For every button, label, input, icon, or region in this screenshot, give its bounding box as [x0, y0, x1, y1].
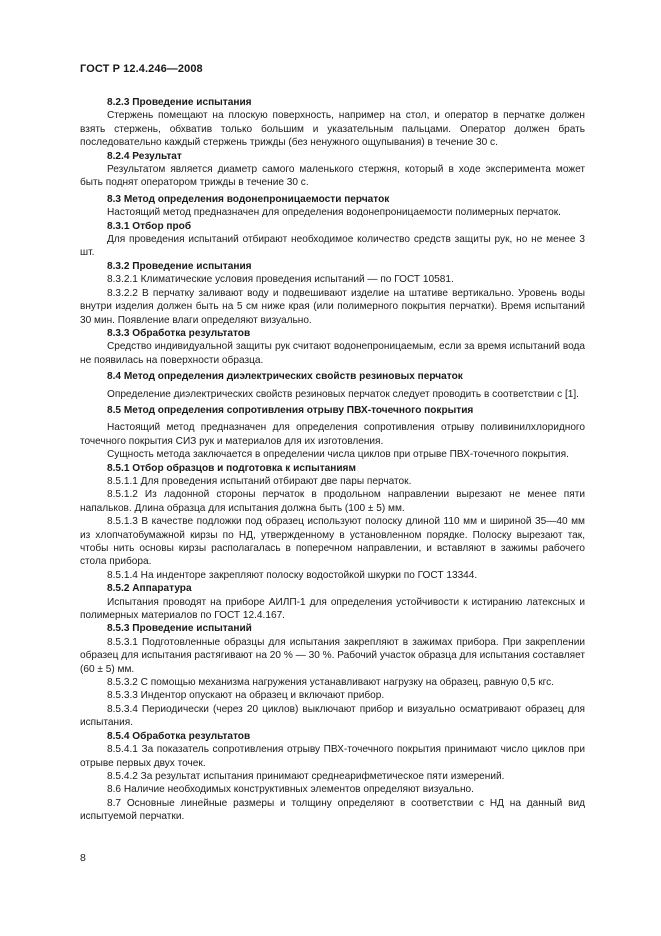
body-paragraph: 8.5.3.1 Подготовленные образцы для испытания закрепляют в зажимах прибора. При закреплении образец для испытания растягивают на 20 % — 30 %. Рабочий участок образца для испытания составляет (60 ± 5) мм.: [80, 636, 585, 675]
body-paragraph: 8.3.2.2 В перчатку заливают воду и подвешивают изделие на штативе вертикально. Уровень воды внутри изделия должен быть на 5 см ниже края (или полимерного покрытия перчатки). Время испытаний 30 мин. Появление влаги определяют визуально.: [80, 287, 585, 326]
body-paragraph: 8.7 Основные линейные размеры и толщину определяют в соответствии с НД на данный вид испытуемой перчатки.: [80, 797, 585, 823]
body-paragraph: 8.5.4.2 За результат испытания принимают среднеарифметическое пяти измерений.: [107, 770, 505, 782]
document-body: [80, 96, 585, 824]
section-heading: 8.2.4 Результат: [107, 150, 182, 162]
section-heading: 8.3.2 Проведение испытания: [107, 260, 252, 272]
section-heading: 8.3.1 Отбор проб: [107, 220, 192, 232]
section-heading: 8.5 Метод определения сопротивления отрыву ПВХ-точечного покрытия: [107, 404, 474, 416]
body-paragraph: 8.5.3.4 Периодически (через 20 циклов) выключают прибор и визуально осматривают образец для испытания.: [80, 703, 585, 729]
section-heading: 8.3.3 Обработка результатов: [107, 327, 251, 339]
body-paragraph: Сущность метода заключается в определении числа циклов при отрыве ПВХ-точечного покрытия.: [107, 449, 569, 461]
body-paragraph: 8.5.1.1 Для проведения испытаний отбирают две пары перчаток.: [107, 475, 412, 487]
body-paragraph: 8.5.4.1 За показатель сопротивления отрыву ПВХ-точечного покрытия принимают число циклов при отрыве первых двух точек.: [80, 744, 585, 769]
page-number: 8: [80, 852, 86, 864]
section-heading: 8.5.4 Обработка результатов: [107, 730, 251, 742]
section-heading: 8.5.3 Проведение испытаний: [107, 623, 252, 635]
section-heading: 8.5.2 Аппаратура: [107, 583, 192, 595]
body-paragraph: 8.5.3.2 С помощью механизма нагружения устанавливают нагрузку на образец, равную 0,5 кгс.: [107, 677, 554, 689]
section-heading: 8.3 Метод определения водонепроницаемости перчаток: [107, 193, 390, 205]
body-paragraph: 8.5.1.3 В качестве подложки под образец используют полоску длиной 110 мм и шириной 35—40 мм из хлопчатобумажной кирзы по НД, утвержденному в установленном порядке. Полоску вырезают так, чтобы нить основы кирзы располагалась в поперечном направлении, и вставляют в зажимы рабочего стола прибора.: [80, 516, 585, 568]
body-paragraph: Для проведения испытаний отбирают необходимое количество средств защиты рук, но не менее 3 шт.: [80, 234, 585, 259]
body-paragraph: Стержень помещают на плоскую поверхность, например на стол, и оператор в перчатке должен взять стержень, обхватив только большим и указательным пальцами. Оператор должен брать последовательно каждый стержень трижды (без ненужного ощупывания) в течение 30 с.: [80, 110, 585, 149]
body-paragraph: 8.5.1.2 Из ладонной стороны перчаток в продольном направлении вырезают не менее пяти напальков. Длина образца для испытания должна быть (100 ± 5) мм.: [80, 489, 585, 514]
body-paragraph: 8.3.2.1 Климатические условия проведения испытаний — по ГОСТ 10581.: [107, 274, 454, 286]
standard-header: ГОСТ Р 12.4.246—2008: [80, 63, 203, 75]
body-paragraph: Определение диэлектрических свойств резиновых перчаток следует проводить в соответствии с [1].: [107, 388, 579, 400]
body-paragraph: Результатом является диаметр самого маленького стержня, который в ходе эксперимента может быть поднят оператором трижды в течение 30 с.: [80, 164, 585, 189]
section-heading: 8.2.3 Проведение испытания: [107, 97, 252, 108]
body-paragraph: Средство индивидуальной защиты рук считают водонепроницаемым, если за время испытаний вода не появилась на поверхности образца.: [80, 341, 585, 366]
section-heading: 8.5.1 Отбор образцов и подготовка к испытаниям: [107, 462, 356, 474]
section-heading: 8.4 Метод определения диэлектрических свойств резиновых перчаток: [107, 371, 463, 383]
body-paragraph: Испытания проводят на приборе АИЛП-1 для определения устойчивости к истиранию латексных и полимерных материалов по ГОСТ 12.4.167.: [80, 596, 585, 622]
body-paragraph: Настоящий метод предназначен для определения сопротивления отрыву поливинилхлоридного точечного покрытия СИЗ рук и материалов для их изготовления.: [80, 422, 585, 447]
body-paragraph: 8.6 Наличие необходимых конструктивных элементов определяют визуально.: [107, 784, 474, 796]
body-paragraph: 8.5.3.3 Индентор опускают на образец и включают прибор.: [107, 690, 385, 702]
body-paragraph: Настоящий метод предназначен для определения водонепроницаемости полимерных перчаток.: [107, 207, 561, 219]
body-paragraph: 8.5.1.4 На инденторе закрепляют полоску водостойкой шкурки по ГОСТ 13344.: [107, 569, 478, 581]
